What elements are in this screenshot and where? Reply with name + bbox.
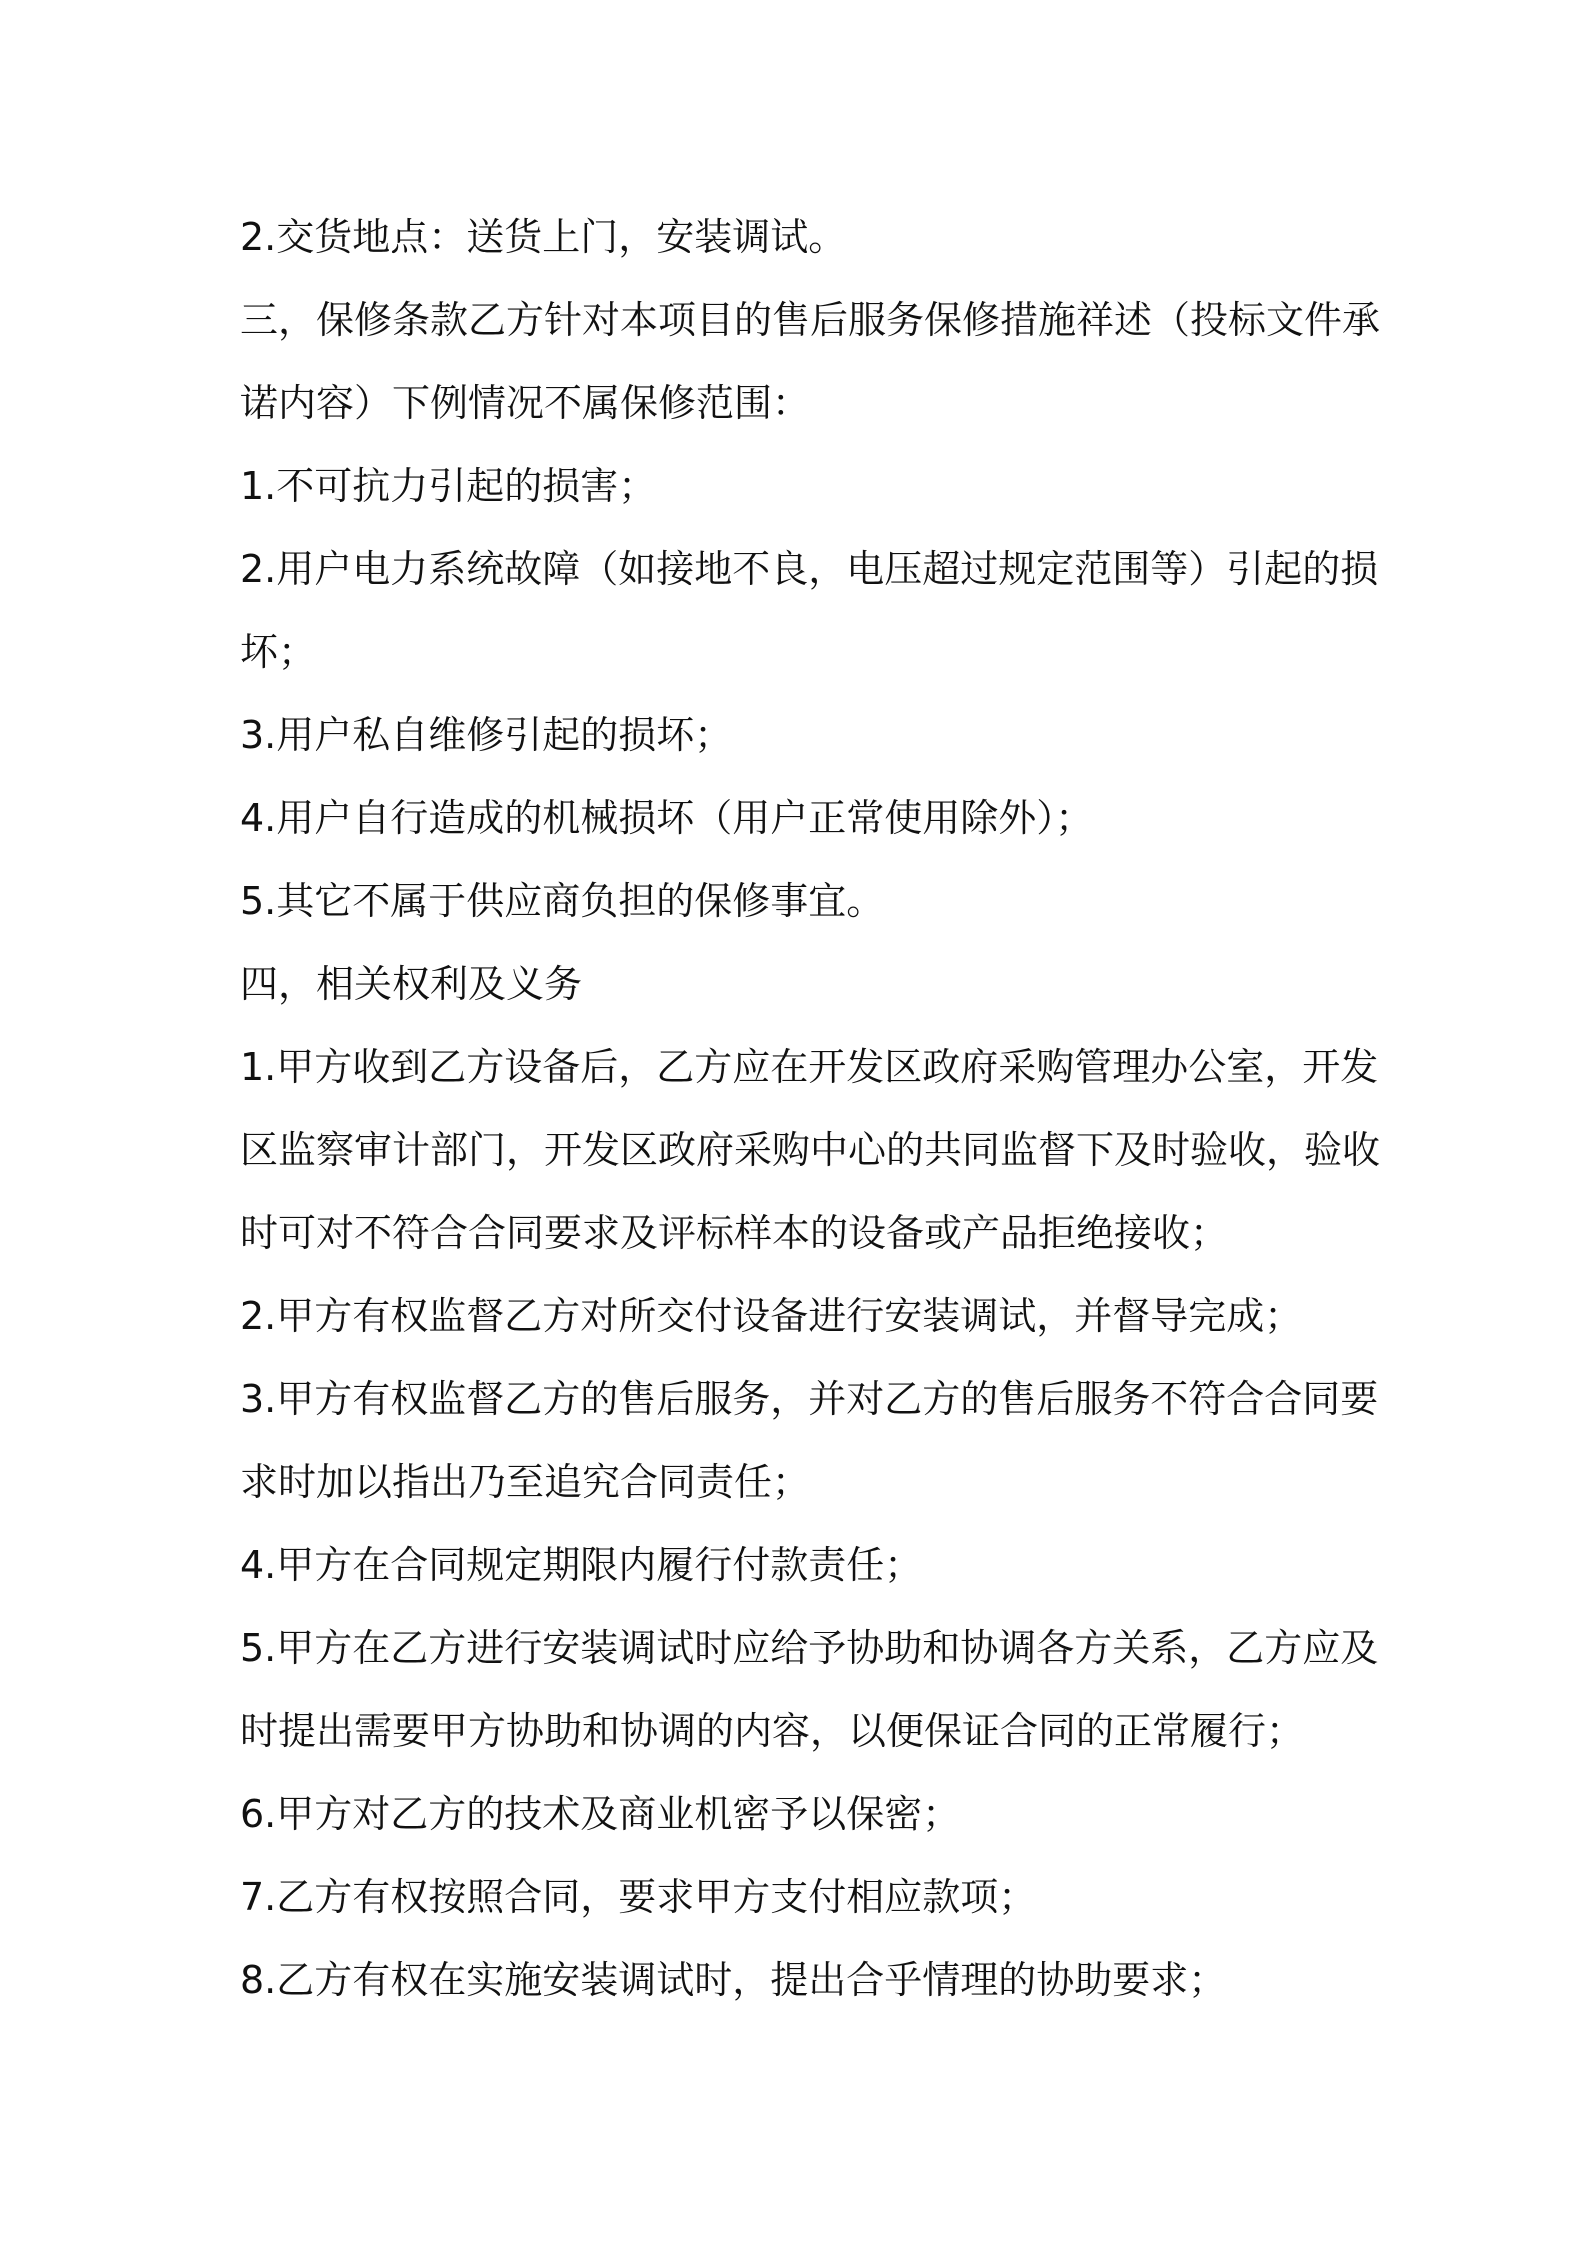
para-warranty-item-2 [240,528,1379,694]
para-delivery-location [240,196,1355,279]
para-rights-item-1 [240,1026,1381,1275]
text-line: 5.甲方在乙方进行安装调试时应给予协助和协调各方关系，乙方应及 [240,1626,1379,1670]
text-line: 诺内容）下例情况不属保修范围： [240,381,811,425]
text-line: 2.用户电力系统故障（如接地不良，电压超过规定范围等）引起的损 [240,547,1379,591]
text-line: 7.乙方有权按照合同，要求甲方支付相应款项； [240,1875,1037,1919]
para-warranty-item-4 [240,777,1355,860]
document-body [240,196,1381,2022]
text-line: 区监察审计部门，开发区政府采购中心的共同监督下及时验收，验收 [240,1128,1381,1172]
para-warranty-item-3 [240,694,1355,777]
para-rights-item-4 [240,1524,1355,1607]
para-warranty-item-1 [240,445,1355,528]
para-rights-item-3 [240,1358,1379,1524]
para-rights-item-2 [240,1275,1355,1358]
text-line: 坏； [240,630,317,674]
text-line: 2.甲方有权监督乙方对所交付设备进行安装调试，并督导完成； [240,1294,1303,1338]
text-line: 4.甲方在合同规定期限内履行付款责任； [240,1543,923,1587]
para-section-4-rights [240,943,1355,1026]
text-line: 6.甲方对乙方的技术及商业机密予以保密； [240,1792,961,1836]
para-rights-item-7 [240,1856,1355,1939]
text-line: 时提出需要甲方协助和协调的内容，以便保证合同的正常履行； [240,1709,1305,1753]
text-line: 2.交货地点：送货上门，安装调试。 [240,215,847,259]
text-line: 5.其它不属于供应商负担的保修事宜。 [240,879,885,923]
para-rights-item-8 [240,1939,1355,2022]
text-line: 求时加以指出乃至追究合同责任； [240,1460,811,1504]
text-line: 时可对不符合合同要求及评标样本的设备或产品拒绝接收； [240,1211,1229,1255]
para-section-3-warranty [240,279,1381,445]
text-line: 3.用户私自维修引起的损坏； [240,713,733,757]
text-line: 三，保修条款乙方针对本项目的售后服务保修措施祥述（投标文件承 [240,298,1381,342]
text-line: 1.甲方收到乙方设备后，乙方应在开发区政府采购管理办公室，开发 [240,1045,1379,1089]
text-line: 四，相关权利及义务 [240,962,583,1006]
text-line: 4.用户自行造成的机械损坏（用户正常使用除外）； [240,796,1094,840]
para-rights-item-6 [240,1773,1355,1856]
para-rights-item-5 [240,1607,1379,1773]
text-line: 8.乙方有权在实施安装调试时，提出合乎情理的协助要求； [240,1958,1227,2002]
text-line: 1.不可抗力引起的损害； [240,464,657,508]
para-warranty-item-5 [240,860,1355,943]
text-line: 3.甲方有权监督乙方的售后服务，并对乙方的售后服务不符合合同要 [240,1377,1379,1421]
